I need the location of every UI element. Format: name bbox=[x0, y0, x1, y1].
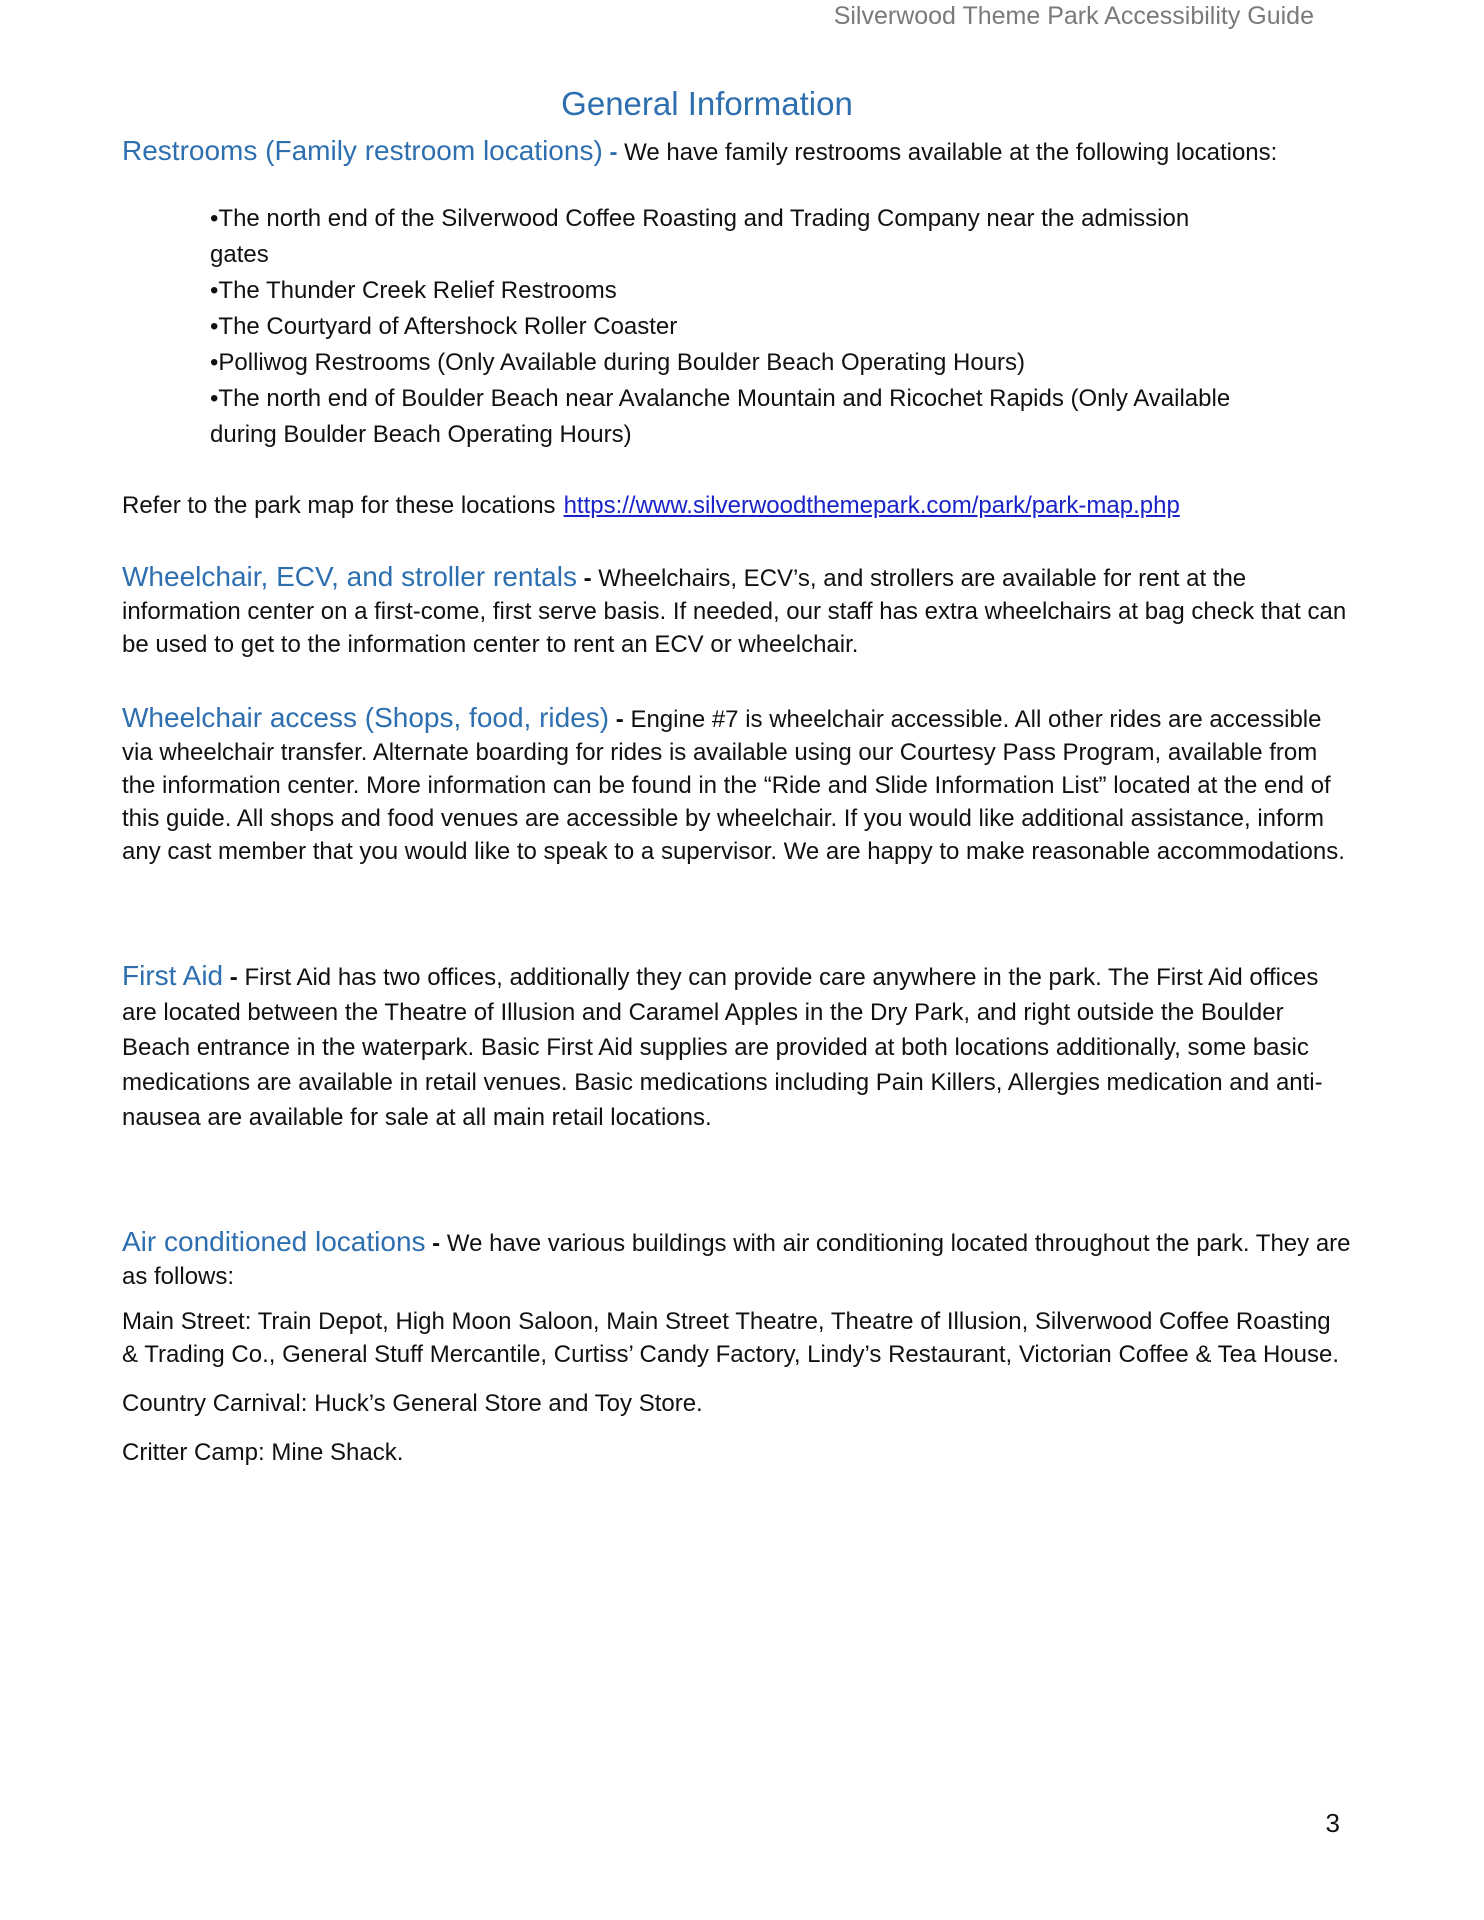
access-text: Engine #7 is wheelchair accessible. All other rides are accessible via wheelchair transfer. Alternate boarding for rides is available using our Courtesy Pass Program, available from the information center. More information can be found in the “Ride and Slide Information List” located at the end of this guide. All shops and food venues are accessible by wheelchair. If you would like additional assistance, inform any cast member that you would like to speak to a supervisor. We are happy to make reasonable accommodations. bbox=[122, 706, 1345, 865]
page-title: General Information bbox=[561, 85, 853, 122]
critter-camp-locations: Critter Camp: Mine Shack. bbox=[122, 1439, 404, 1466]
access-section bbox=[122, 701, 1352, 868]
first-aid-section bbox=[122, 958, 1352, 1135]
rentals-heading: Wheelchair, ECV, and stroller rentals bbox=[122, 561, 577, 592]
air-conditioned-section bbox=[122, 1225, 1352, 1469]
list-item: • The Courtyard of Aftershock Roller Coaster bbox=[210, 309, 1250, 345]
rentals-section bbox=[122, 560, 1352, 661]
park-map-reference bbox=[122, 489, 1352, 522]
park-map-link[interactable]: https://www.silverwoodthemepark.com/park/park-map.php bbox=[563, 492, 1180, 519]
first-aid-text: First Aid has two offices, additionally they can provide care anywhere in the park. The First Aid offices are located between the Theatre of Illusion and Caramel Apples in the Dry Park, and right outside the Boulder Beach entrance in the waterpark. Basic First Aid supplies are provided at both locations additionally, some basic medications are available in retail venues. Basic medications including Pain Killers, Allergies medication and anti-nausea are available for sale at all main retail locations. bbox=[122, 964, 1323, 1131]
restrooms-section bbox=[122, 134, 1352, 522]
main-street-locations: Main Street: Train Depot, High Moon Saloon, Main Street Theatre, Theatre of Illusion, Silverwood Coffee Roasting & Trading Co., General Stuff Mercantile, Curtiss’ Candy Factory, Lindy’s Restaurant, Victorian Coffee & Tea House. bbox=[122, 1308, 1340, 1368]
restroom-locations-list bbox=[210, 201, 1250, 453]
park-map-text: Refer to the park map for these locations bbox=[122, 492, 556, 519]
access-heading: Wheelchair access (Shops, food, rides) bbox=[122, 702, 610, 733]
page-number: 3 bbox=[1325, 1808, 1340, 1838]
rentals-text: Wheelchairs, ECV’s, and strollers are available for rent at the information center on a first-come, first serve basis. If needed, our staff has extra wheelchairs at bag check that can be used to get to the information center to rent an ECV or wheelchair. bbox=[122, 565, 1347, 658]
list-item: • The Thunder Creek Relief Restrooms bbox=[210, 273, 1250, 309]
air-conditioned-heading: Air conditioned locations bbox=[122, 1226, 426, 1257]
first-aid-dash: - bbox=[223, 964, 245, 991]
rentals-dash: - bbox=[576, 565, 599, 592]
country-carnival-locations: Country Carnival: Huck’s General Store and Toy Store. bbox=[122, 1390, 703, 1417]
air-conditioned-paragraph bbox=[122, 1225, 1352, 1293]
rentals-paragraph bbox=[122, 560, 1352, 661]
list-item: • Polliwog Restrooms (Only Available during Boulder Beach Operating Hours) bbox=[210, 345, 1250, 381]
first-aid-heading: First Aid bbox=[122, 960, 224, 991]
air-conditioned-intro: We have various buildings with air conditioning located throughout the park. They are as follows: bbox=[122, 1230, 1351, 1290]
list-item: • The north end of Boulder Beach near Avalanche Mountain and Ricochet Rapids (Only Available during Boulder Beach Operating Hours) bbox=[210, 381, 1250, 453]
access-dash: - bbox=[609, 706, 631, 733]
running-header: Silverwood Theme Park Accessibility Guide bbox=[833, 2, 1314, 30]
page-content bbox=[122, 84, 1352, 1485]
first-aid-paragraph bbox=[122, 958, 1352, 1135]
access-paragraph bbox=[122, 701, 1352, 868]
restrooms-paragraph bbox=[122, 134, 1352, 169]
air-conditioned-dash: - bbox=[425, 1230, 447, 1257]
restrooms-heading: Restrooms (Family restroom locations) bbox=[122, 135, 603, 166]
restrooms-dash: - bbox=[602, 139, 625, 166]
restrooms-intro: We have family restrooms available at the following locations: bbox=[624, 139, 1278, 166]
list-item: • The north end of the Silverwood Coffee Roasting and Trading Company near the admission gates bbox=[210, 201, 1250, 273]
